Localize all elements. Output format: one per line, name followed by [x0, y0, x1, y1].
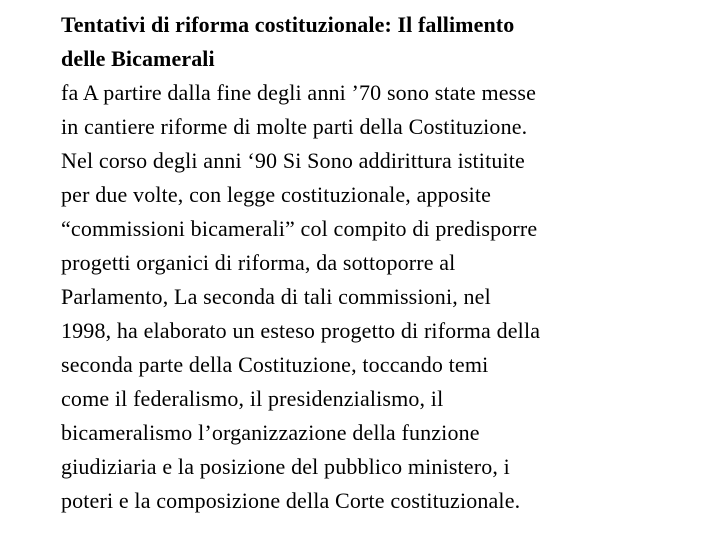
title-line: delle Bicamerali: [61, 46, 215, 71]
body-line: progetti organici di riforma, da sottoporre al: [61, 250, 456, 275]
body-line: seconda parte della Costituzione, toccando temi: [61, 352, 489, 377]
body-line: per due volte, con legge costituzionale, apposite: [61, 182, 492, 207]
body-line: poteri e la composizione della Corte costituzionale.: [61, 488, 521, 513]
slide-title: [61, 8, 680, 76]
body-line: come il federalismo, il presidenzialismo, il: [61, 386, 444, 411]
slide-body: [61, 76, 680, 518]
title-line: Tentativi di riforma costituzionale: Il fallimento: [61, 12, 515, 37]
body-line: fa A partire dalla fine degli anni ’70 sono state messe: [61, 80, 536, 105]
body-line: 1998, ha elaborato un esteso progetto di riforma della: [61, 318, 541, 343]
body-line: “commissioni bicamerali” col compito di predisporre: [61, 216, 538, 241]
body-line: giudiziaria e la posizione del pubblico ministero, i: [61, 454, 510, 479]
body-line: bicameralismo l’organizzazione della funzione: [61, 420, 480, 445]
body-line: Parlamento, La seconda di tali commissioni, nel: [61, 284, 491, 309]
body-line: Nel corso degli anni ‘90 Si Sono addirittura istituite: [61, 148, 525, 173]
body-line: in cantiere riforme di molte parti della Costituzione.: [61, 114, 528, 139]
